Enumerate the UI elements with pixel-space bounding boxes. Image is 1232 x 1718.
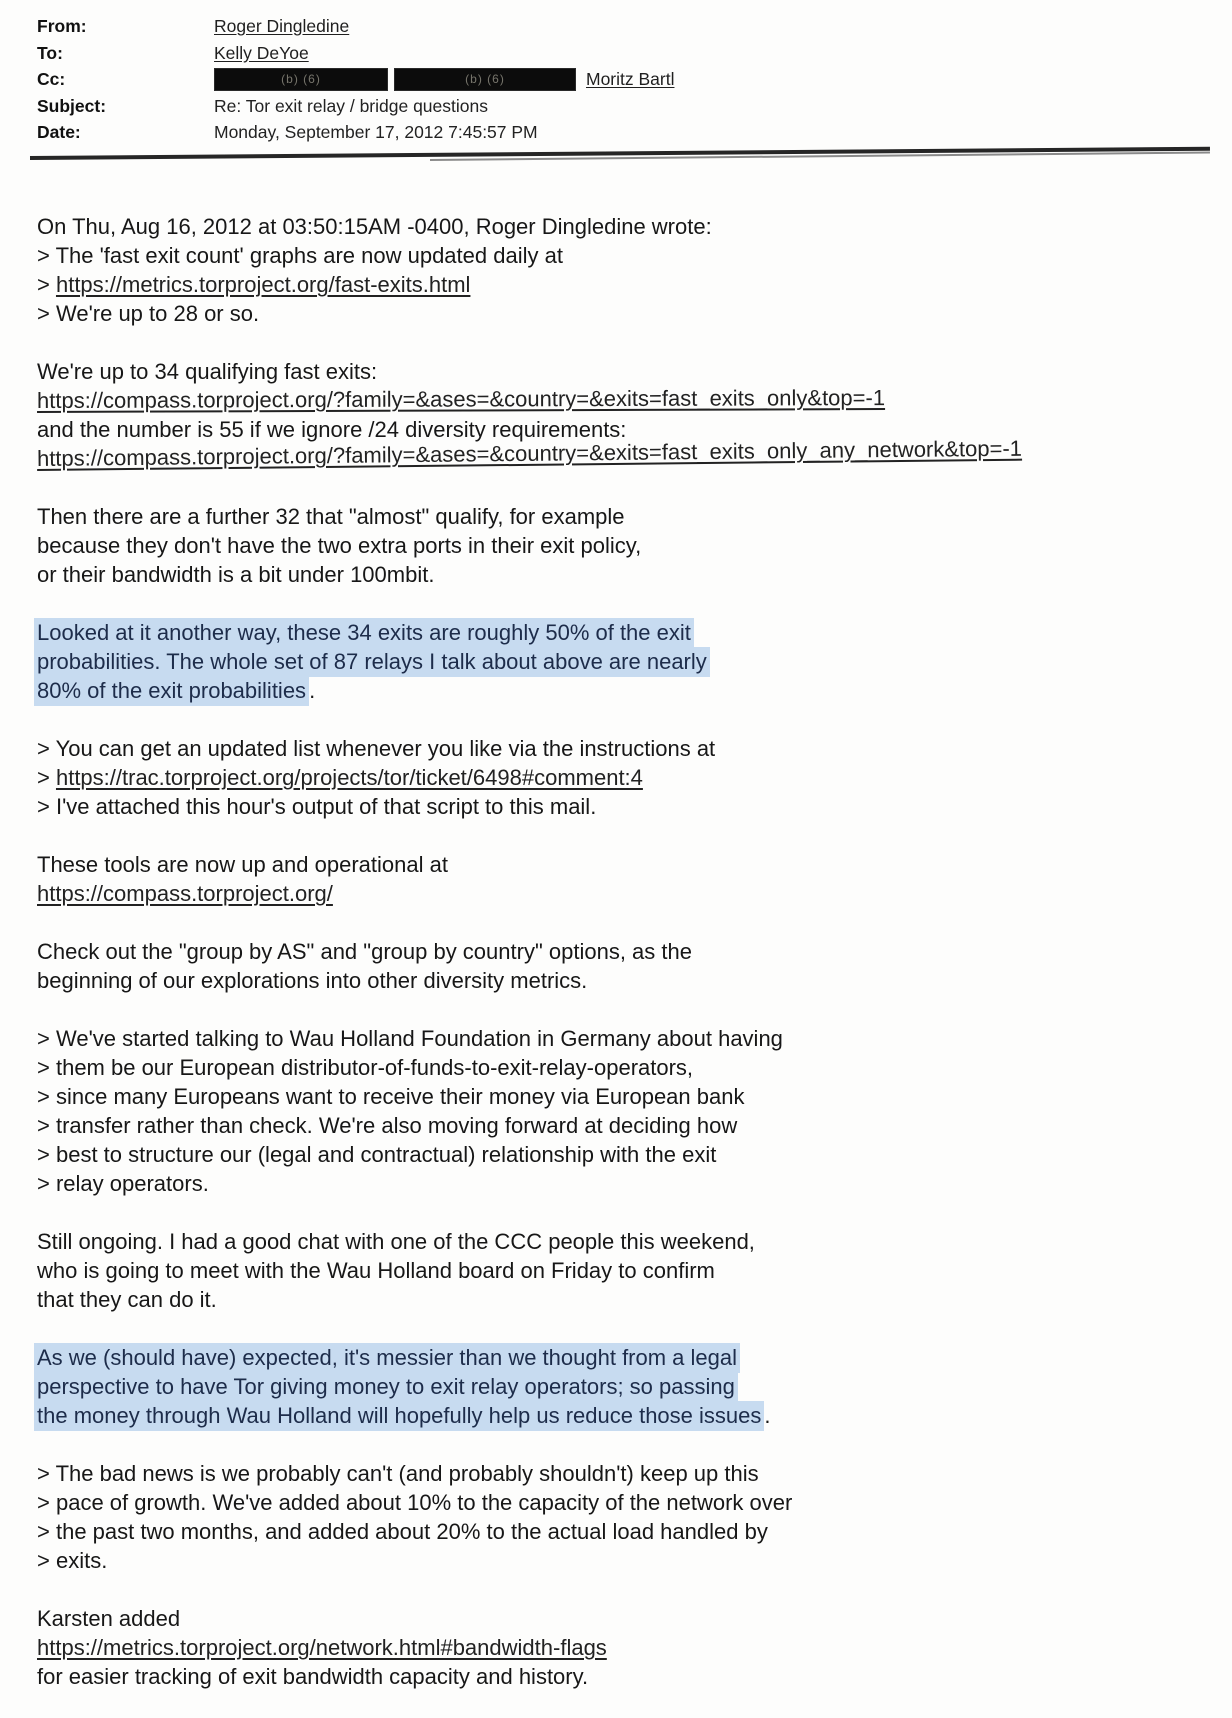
link-url[interactable]: https://trac.torproject.org/projects/tor/ticket/6498#comment:4 — [55, 765, 643, 790]
body-text: We've started talking to Wau Holland Foundation in Germany about having — [55, 1026, 783, 1051]
body-line — [37, 299, 1022, 328]
paragraph-3 — [37, 502, 1022, 589]
body-line — [37, 1401, 1022, 1430]
body-line — [37, 1459, 1022, 1488]
body-text: . — [764, 1403, 771, 1428]
paragraph-8 — [37, 1024, 1022, 1198]
email-header — [37, 13, 1202, 146]
body-line — [37, 1517, 1022, 1546]
body-line — [37, 879, 1022, 908]
header-field-cc — [37, 66, 1202, 93]
paragraph-4 — [37, 618, 1022, 705]
body-line — [37, 1111, 1022, 1140]
body-text: Karsten added — [37, 1606, 181, 1631]
body-text: since many Europeans want to receive their money via European bank — [55, 1084, 745, 1109]
body-text: On Thu, Aug 16, 2012 at 03:50:15AM -0400, Roger Dingledine wrote: — [37, 214, 712, 239]
body-text: and the number is 55 if we ignore /24 diversity requirements: — [37, 417, 627, 442]
body-text: We're up to 28 or so. — [55, 301, 260, 326]
body-line — [37, 1082, 1022, 1111]
header-field-to — [37, 40, 1202, 67]
body-text: or their bandwidth is a bit under 100mbit. — [37, 562, 435, 587]
body-line — [37, 212, 1022, 241]
body-text: These tools are now up and operational at — [37, 852, 448, 877]
header-value-from — [214, 13, 349, 40]
header-value-date — [214, 119, 538, 146]
redaction-bar: (b) (6) — [214, 68, 388, 91]
quote-marker: > — [37, 301, 56, 326]
quote-marker: > — [37, 1490, 56, 1515]
header-label-date: Date: — [37, 122, 81, 142]
paragraph-12 — [37, 1604, 1022, 1691]
paragraph-10 — [37, 1343, 1022, 1430]
body-line — [37, 1546, 1022, 1575]
body-text: beginning of our explorations into other diversity metrics. — [37, 968, 588, 993]
header-label-cc: Cc: — [37, 69, 66, 89]
body-line — [37, 531, 1022, 560]
body-line — [37, 647, 1022, 676]
quote-marker: > — [37, 736, 56, 761]
email-body — [37, 212, 1022, 1718]
highlighted-text: probabilities. The whole set of 87 relays I talk about above are nearly — [34, 647, 710, 677]
redaction-bar: (b) (6) — [394, 68, 576, 91]
body-line — [37, 1343, 1022, 1372]
body-text: Still ongoing. I had a good chat with one of the CCC people this weekend, — [37, 1229, 755, 1254]
body-text: Check out the "group by AS" and "group by country" options, as the — [37, 939, 692, 964]
body-text: that they can do it. — [37, 1287, 217, 1312]
header-field-from — [37, 13, 1202, 40]
paragraph-2 — [37, 357, 1022, 473]
body-text: pace of growth. We've added about 10% to the capacity of the network over — [55, 1490, 793, 1515]
paragraph-7 — [37, 937, 1022, 995]
quote-marker: > — [37, 1461, 56, 1486]
body-text: I've attached this hour's output of that script to this mail. — [55, 794, 597, 819]
body-text: transfer rather than check. We're also moving forward at deciding how — [55, 1113, 738, 1138]
body-text: the past two months, and added about 20% to the actual load handled by — [55, 1519, 768, 1544]
to-link[interactable]: Kelly DeYoe — [214, 42, 309, 63]
link-url[interactable]: https://metrics.torproject.org/fast-exits.html — [55, 272, 471, 297]
link-url[interactable]: https://metrics.torproject.org/network.html#bandwidth-flags — [37, 1635, 607, 1660]
quote-marker: > — [37, 1113, 56, 1138]
body-text: exits. — [55, 1548, 108, 1573]
body-line — [37, 763, 1022, 792]
body-line — [37, 1256, 1022, 1285]
body-line — [37, 1140, 1022, 1169]
body-line — [37, 618, 1022, 647]
header-label-subject: Subject: — [37, 95, 107, 116]
header-field-date — [37, 119, 1202, 146]
paragraph-6 — [37, 850, 1022, 908]
body-line — [37, 270, 1022, 299]
cc-link[interactable]: Moritz Bartl — [586, 69, 675, 89]
body-text: We're up to 34 qualifying fast exits: — [37, 359, 378, 384]
body-line — [37, 1662, 1022, 1691]
body-line — [37, 937, 1022, 966]
subject-text: Re: Tor exit relay / bridge questions — [214, 95, 488, 116]
body-text: relay operators. — [55, 1171, 209, 1196]
body-text: Then there are a further 32 that "almost" qualify, for example — [37, 504, 625, 529]
body-line — [37, 1053, 1022, 1082]
paragraph-1 — [37, 212, 1022, 328]
paragraph-9 — [37, 1227, 1022, 1314]
body-line — [37, 1633, 1022, 1662]
quote-marker: > — [37, 1171, 56, 1196]
quote-marker: > — [37, 1084, 56, 1109]
from-link[interactable]: Roger Dingledine — [214, 16, 350, 36]
quote-marker: > — [37, 272, 56, 297]
paragraph-5 — [37, 734, 1022, 821]
body-line — [37, 1227, 1022, 1256]
quote-marker: > — [37, 765, 56, 790]
quote-marker: > — [37, 1519, 56, 1544]
quote-marker: > — [37, 794, 56, 819]
body-line — [37, 560, 1022, 589]
body-text: them be our European distributor-of-funds-to-exit-relay-operators, — [55, 1055, 694, 1080]
quote-marker: > — [37, 243, 56, 268]
link-url[interactable]: https://compass.torproject.org/?family=&ases=&country=&exits=fast_exits_only&top=-1 — [36, 385, 886, 413]
body-line — [37, 241, 1022, 270]
body-text: best to structure our (legal and contractual) relationship with the exit — [55, 1142, 717, 1167]
quote-marker: > — [37, 1548, 56, 1573]
quote-marker: > — [37, 1142, 56, 1167]
link-url[interactable]: https://compass.torproject.org/?family=&ases=&country=&exits=fast_exits_only_any_network&top=-1 — [36, 435, 1023, 471]
header-label-to: To: — [37, 42, 63, 63]
body-text: The bad news is we probably can't (and probably shouldn't) keep up this — [55, 1461, 759, 1486]
quote-marker: > — [37, 1026, 56, 1051]
body-line — [37, 1024, 1022, 1053]
date-text: Monday, September 17, 2012 7:45:57 PM — [214, 122, 538, 142]
header-label-from: From: — [37, 16, 87, 36]
body-line — [37, 966, 1022, 995]
body-line — [37, 792, 1022, 821]
body-text: because they don't have the two extra ports in their exit policy, — [37, 533, 642, 558]
body-text: You can get an updated list whenever you like via the instructions at — [55, 736, 716, 761]
header-value-subject — [214, 93, 488, 120]
body-line — [37, 1285, 1022, 1314]
quote-marker: > — [37, 1055, 56, 1080]
body-line — [37, 850, 1022, 879]
highlighted-text: perspective to have Tor giving money to exit relay operators; so passing — [34, 1372, 738, 1402]
paragraph-11 — [37, 1459, 1022, 1575]
highlighted-text: 80% of the exit probabilities — [34, 676, 309, 706]
link-url[interactable]: https://compass.torproject.org/ — [37, 881, 333, 906]
body-line — [37, 1604, 1022, 1633]
body-line — [37, 734, 1022, 763]
header-value-to — [214, 40, 309, 67]
header-value-cc — [214, 66, 674, 93]
body-line — [37, 357, 1022, 386]
body-line — [37, 1169, 1022, 1198]
body-line — [37, 676, 1022, 705]
body-line — [37, 1488, 1022, 1517]
body-line — [37, 383, 1022, 415]
highlighted-text: As we (should have) expected, it's messier than we thought from a legal — [34, 1343, 740, 1373]
header-field-subject — [37, 93, 1202, 120]
highlighted-text: Looked at it another way, these 34 exits are roughly 50% of the exit — [34, 618, 694, 648]
body-text: for easier tracking of exit bandwidth capacity and history. — [37, 1664, 589, 1689]
body-line — [37, 502, 1022, 531]
body-text: The 'fast exit count' graphs are now updated daily at — [55, 243, 563, 268]
body-text: . — [309, 678, 316, 703]
highlighted-text: the money through Wau Holland will hopefully help us reduce those issues — [34, 1401, 764, 1431]
body-text: who is going to meet with the Wau Holland board on Friday to confirm — [37, 1258, 715, 1283]
body-line — [37, 1372, 1022, 1401]
